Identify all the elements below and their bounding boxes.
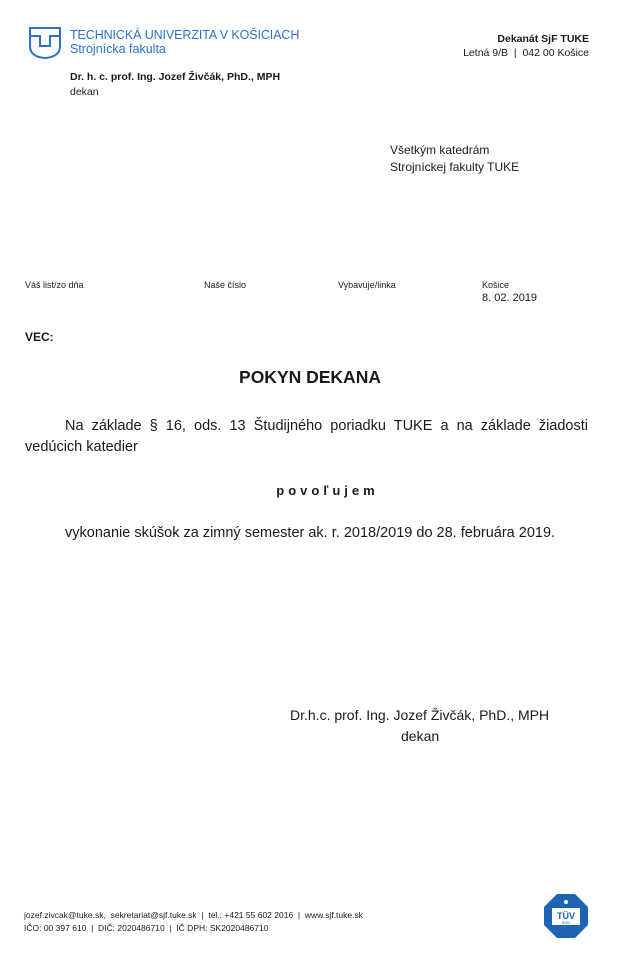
subject-label: VEC:	[25, 330, 54, 344]
body-paragraph-1-text: Na základe § 16, ods. 13 Študijného poriadku TUKE a na základe žiadosti vedúcich katedier	[25, 418, 588, 455]
body-paragraph-2-text: vykonanie skúšok za zimný semester ak. r. 2018/2019 do 28. februára 2019.	[65, 525, 556, 541]
footer-ids: IČO: 00 397 610 | DIČ: 2020486710 | IČ DPH: SK2020486710	[24, 923, 269, 933]
body-paragraph-2	[25, 523, 588, 544]
recipient-line-1: Všetkým katedrám	[390, 143, 490, 157]
svg-text:SÜD: SÜD	[561, 920, 571, 925]
signature-name: Dr.h.c. prof. Ing. Jozef Živčák, PhD., MPH	[290, 707, 550, 723]
ref-date: 8. 02. 2019	[482, 292, 538, 304]
ref-handled-by: Vybavuje/linka	[338, 280, 396, 290]
svg-text:TÜV: TÜV	[557, 911, 575, 921]
faculty-name: Strojnícka fakulta	[70, 42, 166, 56]
ref-your-letter: Váš list/zo dňa	[25, 280, 84, 290]
decision-word: povoľujem	[276, 483, 379, 498]
ref-our-number: Naše číslo	[204, 280, 247, 290]
university-name: TECHNICKÁ UNIVERZITA V KOŠICIACH	[70, 28, 300, 42]
tuv-certification-icon	[543, 893, 589, 939]
signature-title: dekan	[401, 728, 440, 744]
dean-title: dekan	[70, 86, 99, 98]
dean-name: Dr. h. c. prof. Ing. Jozef Živčák, PhD., MPH	[70, 71, 281, 83]
footer-contacts: jozef.zivcak@tuke.sk, sekretariat@sjf.tuke.sk | tel.: +421 55 602 2016 | www.sjf.tuke.sk	[24, 910, 363, 920]
office-name: Dekanát SjF TUKE	[497, 33, 589, 45]
body-paragraph-1	[25, 416, 588, 458]
university-logo-icon	[28, 26, 62, 60]
document-title: POKYN DEKANA	[239, 367, 381, 387]
office-address: Letná 9/B | 042 00 Košice	[463, 47, 589, 59]
recipient-line-2: Strojníckej fakulty TUKE	[390, 160, 520, 174]
ref-city: Košice	[482, 280, 510, 290]
